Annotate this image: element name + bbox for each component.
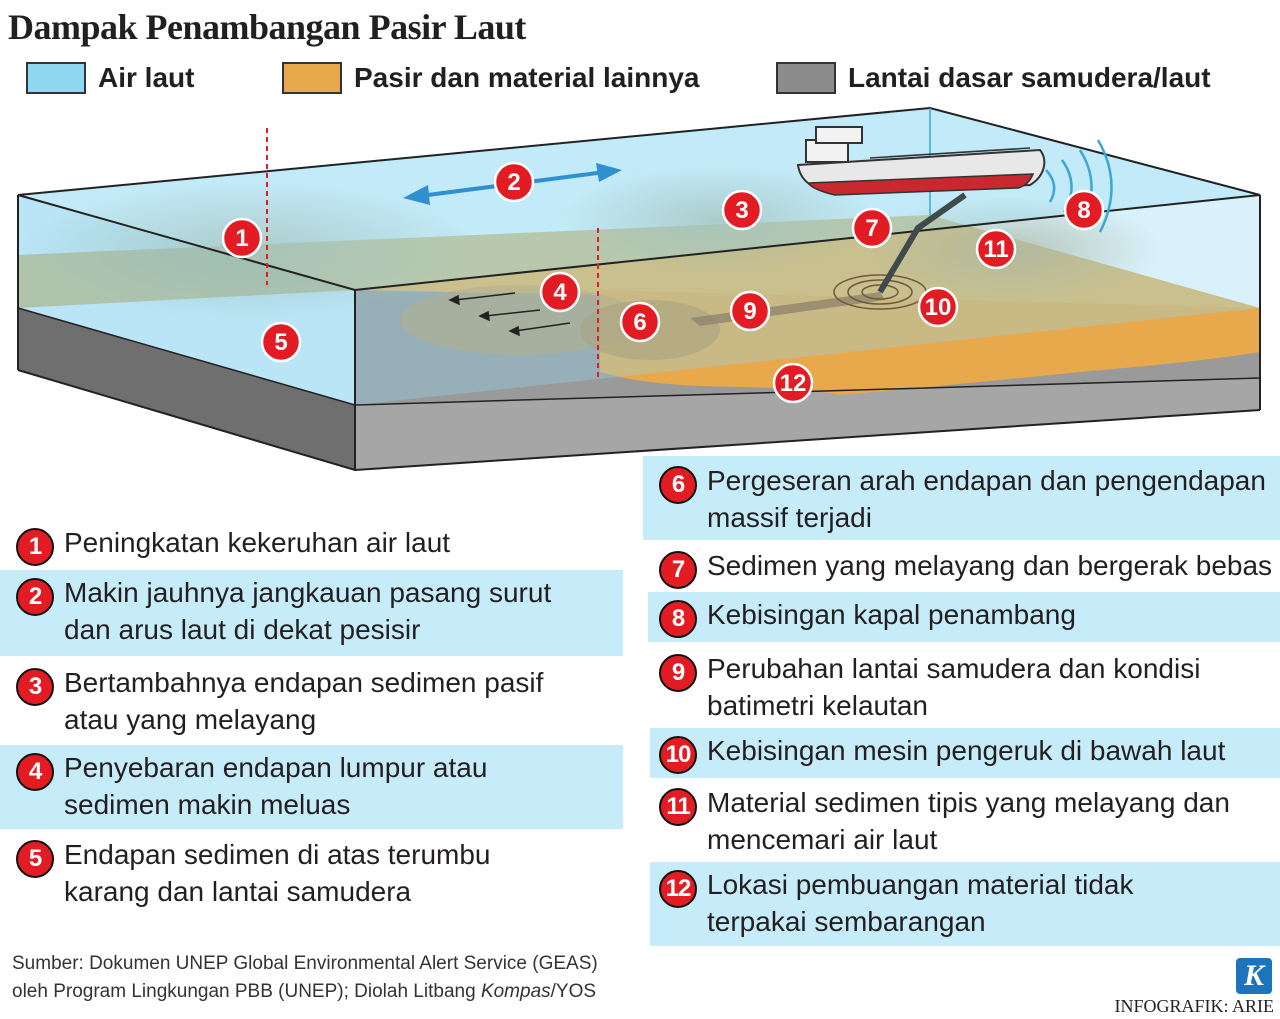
number-badge-3: 3 bbox=[16, 668, 54, 706]
legend-item-air-laut bbox=[26, 60, 194, 96]
scene-marker-1 bbox=[223, 219, 261, 257]
svg-text:1: 1 bbox=[235, 225, 249, 252]
svg-text:7: 7 bbox=[865, 215, 879, 242]
scene-marker-4 bbox=[541, 273, 579, 311]
item-text-4: Penyebaran endapan lumpur atau sedimen makin meluas bbox=[64, 752, 488, 820]
item-text-11: Material sedimen tipis yang melayang dan mencemari air laut bbox=[707, 787, 1230, 855]
list-item-2 bbox=[0, 570, 623, 656]
scene-marker-7 bbox=[853, 209, 891, 247]
svg-text:4: 4 bbox=[553, 279, 567, 306]
item-text-2: Makin jauhnya jangkauan pasang surut dan arus laut di dekat pesisir bbox=[64, 577, 552, 645]
infographic-title: Dampak Penambangan Pasir Laut bbox=[8, 7, 526, 47]
number-badge-1: 1 bbox=[16, 528, 54, 566]
svg-text:11: 11 bbox=[983, 236, 1009, 263]
item-text-9: Perubahan lantai samudera dan kondisi batimetri kelautan bbox=[707, 653, 1201, 721]
legend-label-pasir: Pasir dan material lainnya bbox=[354, 62, 700, 93]
svg-text:3: 3 bbox=[735, 197, 749, 224]
svg-text:8: 8 bbox=[1077, 197, 1091, 224]
legend-swatch-air-laut bbox=[26, 62, 86, 94]
scene-marker-3 bbox=[723, 191, 761, 229]
svg-text:6: 6 bbox=[633, 309, 647, 336]
svg-text:2: 2 bbox=[507, 169, 521, 196]
item-text-12: Lokasi pembuangan material tidak terpakai sembarangan bbox=[707, 869, 1134, 937]
item-text-6: Pergeseran arah endapan dan pengendapan massif terjadi bbox=[707, 465, 1266, 533]
legend-label-lantai: Lantai dasar samudera/laut bbox=[848, 62, 1211, 93]
legend-swatch-lantai bbox=[776, 62, 836, 94]
item-text-5: Endapan sedimen di atas terumbu karang dan lantai samudera bbox=[64, 839, 491, 907]
list-item-9 bbox=[643, 646, 1280, 726]
source-line-1: Sumber: Dokumen UNEP Global Environmental Alert Service (GEAS) bbox=[12, 953, 598, 974]
scene-marker-12 bbox=[774, 364, 812, 402]
ocean-cross-section-diagram bbox=[0, 100, 1280, 475]
kompas-logo: K bbox=[1236, 958, 1272, 994]
item-text-8: Kebisingan kapal penambang bbox=[707, 599, 1076, 630]
number-badge-4: 4 bbox=[16, 753, 54, 791]
legend-item-pasir bbox=[282, 60, 700, 96]
scene-marker-2 bbox=[495, 163, 533, 201]
list-item-10 bbox=[650, 728, 1280, 778]
svg-text:9: 9 bbox=[743, 298, 757, 325]
scene-marker-5 bbox=[262, 323, 300, 361]
list-item-11 bbox=[643, 780, 1280, 860]
list-item-6 bbox=[643, 456, 1280, 540]
item-text-7: Sedimen yang melayang dan bergerak bebas bbox=[707, 550, 1273, 581]
svg-text:10: 10 bbox=[924, 294, 952, 321]
scene-marker-6 bbox=[621, 303, 659, 341]
number-badge-6: 6 bbox=[659, 466, 697, 504]
source-line-2: oleh Program Lingkungan PBB (UNEP); Diolah Litbang Kompas/YOS bbox=[12, 981, 597, 1002]
legend-label-air-laut: Air laut bbox=[98, 62, 195, 93]
number-badge-2: 2 bbox=[16, 578, 54, 616]
legend-item-lantai bbox=[776, 60, 1211, 96]
list-item-5 bbox=[0, 832, 623, 916]
number-badge-7: 7 bbox=[659, 551, 697, 589]
source-note bbox=[12, 950, 598, 1006]
number-badge-5: 5 bbox=[16, 840, 54, 878]
item-text-10: Kebisingan mesin pengeruk di bawah laut bbox=[707, 735, 1226, 766]
scene-marker-11 bbox=[977, 230, 1015, 268]
scene-marker-9 bbox=[731, 292, 769, 330]
list-item-3 bbox=[0, 660, 623, 742]
number-badge-12: 12 bbox=[659, 870, 697, 908]
list-item-12 bbox=[650, 862, 1280, 946]
legend-swatch-pasir bbox=[282, 62, 342, 94]
svg-text:12: 12 bbox=[779, 370, 807, 397]
list-item-4 bbox=[0, 745, 623, 829]
infographic-credit: INFOGRAFIK: ARIE bbox=[1114, 996, 1274, 1016]
number-badge-10: 10 bbox=[659, 736, 697, 774]
item-text-1: Peningkatan kekeruhan air laut bbox=[64, 527, 451, 558]
scene-marker-10 bbox=[919, 288, 957, 326]
number-badge-11: 11 bbox=[659, 788, 697, 826]
number-badge-8: 8 bbox=[659, 600, 697, 638]
number-badge-9: 9 bbox=[659, 654, 697, 692]
list-item-8 bbox=[648, 592, 1280, 642]
list-item-7 bbox=[643, 543, 1280, 589]
scene-marker-8 bbox=[1065, 191, 1103, 229]
item-text-3: Bertambahnya endapan sedimen pasif atau yang melayang bbox=[64, 667, 544, 735]
svg-text:5: 5 bbox=[274, 329, 288, 356]
list-item-1 bbox=[0, 520, 623, 568]
